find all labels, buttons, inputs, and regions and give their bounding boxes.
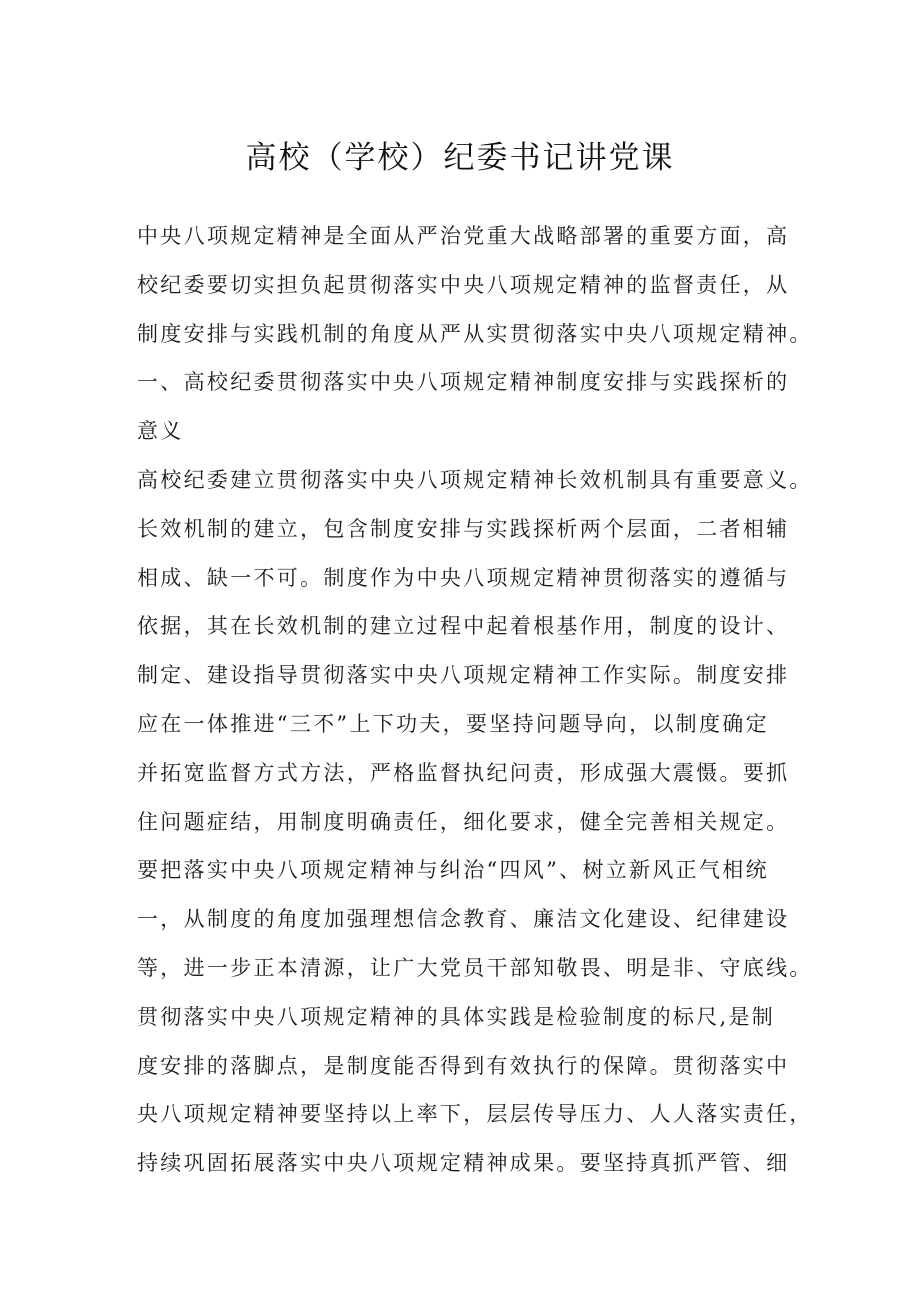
body-line: 制度安排与实践机制的角度从严从实贯彻落实中央八项规定精神。 — [137, 321, 813, 346]
body-line: 相成、缺一不可。制度作为中央八项规定精神贯彻落实的遵循与 — [137, 565, 790, 590]
body-line: 要把落实中央八项规定精神与纠治“四风”、树立新风正气相统 — [137, 858, 769, 883]
section-heading-line: 一、高校纪委贯彻落实中央八项规定精神制度安排与实践探析的 — [137, 370, 790, 395]
body-line: 应在一体推进“三不”上下功夫，要坚持问题导向，以制度确定 — [137, 711, 769, 736]
body-line: 贯彻落实中央八项规定精神的具体实践是检验制度的标尺,是制 — [137, 1004, 776, 1029]
document-title: 高校（学校）纪委书记讲党课 — [245, 140, 675, 176]
body-line: 度安排的落脚点，是制度能否得到有效执行的保障。贯彻落实中 — [137, 1053, 790, 1078]
document-body — [137, 212, 813, 1188]
body-line: 持续巩固拓展落实中央八项规定精神成果。要坚持真抓严管、细 — [137, 1151, 790, 1176]
body-line: 制定、建设指导贯彻落实中央八项规定精神工作实际。制度安排 — [137, 663, 790, 688]
body-line: 高校纪委建立贯彻落实中央八项规定精神长效机制具有重要意义。 — [137, 467, 813, 492]
body-line: 一，从制度的角度加强理想信念教育、廉洁文化建设、纪律建设 — [137, 907, 790, 932]
body-line: 中央八项规定精神是全面从严治党重大战略部署的重要方面，高 — [137, 224, 790, 248]
section-heading-line: 意义 — [137, 419, 184, 444]
body-line: 等，进一步正本清源，让广大党员干部知敬畏、明是非、守底线。 — [137, 955, 813, 980]
body-line: 并拓宽监督方式方法，严格监督执纪问责，形成强大震慑。要抓 — [137, 760, 790, 785]
body-line: 长效机制的建立，包含制度安排与实践探析两个层面，二者相辅 — [137, 516, 790, 541]
body-line: 住问题症结，用制度明确责任，细化要求，健全完善相关规定。 — [137, 809, 790, 834]
body-line: 依据，其在长效机制的建立过程中起着根基作用，制度的设计、 — [137, 614, 790, 639]
body-line: 校纪委要切实担负起贯彻落实中央八项规定精神的监督责任，从 — [137, 272, 790, 297]
body-line: 央八项规定精神要坚持以上率下，层层传导压力、人人落实责任， — [137, 1102, 813, 1127]
